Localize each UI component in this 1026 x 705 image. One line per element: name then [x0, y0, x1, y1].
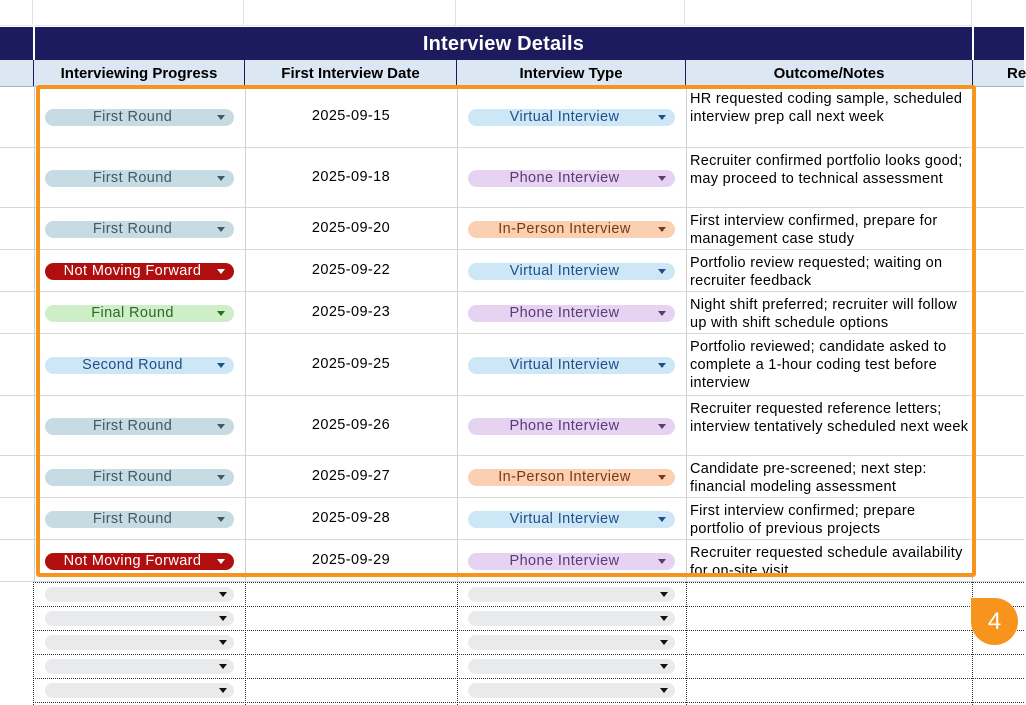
cell-divider — [686, 86, 687, 148]
cell-divider — [972, 208, 973, 250]
grid-line — [33, 606, 1024, 607]
progress-dropdown[interactable] — [45, 418, 234, 435]
progress-dropdown[interactable] — [45, 305, 234, 322]
empty-interview-type-dropdown[interactable] — [468, 635, 675, 650]
interview-type-value: In-Person Interview — [498, 221, 631, 237]
interview-type-dropdown[interactable] — [468, 263, 675, 280]
dropdown-arrow-icon[interactable] — [660, 592, 668, 597]
grid-line — [33, 678, 1024, 679]
dropdown-arrow-icon[interactable] — [219, 592, 227, 597]
dropdown-arrow-icon[interactable] — [658, 517, 666, 522]
cell-divider — [34, 292, 35, 334]
dropdown-arrow-icon[interactable] — [660, 664, 668, 669]
cell-divider — [34, 540, 35, 582]
table-row — [0, 292, 1024, 334]
table-row — [0, 498, 1024, 540]
cell-divider — [34, 86, 35, 148]
outcome-notes[interactable]: Recruiter confirmed portfolio looks good; may proceed to technical assessment — [690, 153, 963, 187]
empty-interview-type-dropdown[interactable] — [468, 587, 675, 602]
title-right-cell — [972, 27, 1026, 60]
outcome-notes[interactable]: Portfolio reviewed; candidate asked to complete a 1-hour coding test before interview — [690, 339, 947, 391]
outcome-notes[interactable]: Recruiter requested reference letters; interview tentatively scheduled next week — [690, 401, 969, 435]
empty-progress-dropdown[interactable] — [45, 659, 234, 674]
header-interview-type[interactable]: Interview Type — [457, 60, 686, 86]
cell-divider — [686, 540, 687, 582]
empty-interview-type-dropdown[interactable] — [468, 683, 675, 698]
dropdown-arrow-icon[interactable] — [219, 616, 227, 621]
interview-type-value: Virtual Interview — [509, 511, 620, 527]
table-row — [0, 148, 1024, 208]
grid-line — [457, 582, 458, 705]
first-interview-date[interactable]: 2025-09-20 — [311, 220, 391, 236]
progress-dropdown[interactable] — [45, 469, 234, 486]
cell-divider — [34, 498, 35, 540]
dropdown-arrow-icon[interactable] — [219, 664, 227, 669]
cell-divider — [686, 292, 687, 334]
outcome-notes[interactable]: Night shift preferred; recruiter will follow up with shift schedule options — [690, 297, 958, 331]
table-row — [0, 86, 1024, 148]
cell-divider — [686, 456, 687, 498]
cell-divider — [972, 250, 973, 292]
first-interview-date[interactable]: 2025-09-25 — [311, 356, 391, 372]
dropdown-arrow-icon[interactable] — [217, 311, 225, 316]
progress-value: First Round — [92, 221, 173, 237]
interview-type-value: Virtual Interview — [509, 263, 620, 279]
interview-type-dropdown[interactable] — [468, 469, 675, 486]
callout-badge: 4 — [971, 598, 1018, 645]
first-interview-date[interactable]: 2025-09-18 — [311, 169, 391, 185]
cell-divider — [972, 498, 973, 540]
dropdown-arrow-icon[interactable] — [217, 559, 225, 564]
section-title: Interview Details — [422, 33, 585, 55]
cell-divider — [457, 86, 458, 148]
progress-dropdown[interactable] — [45, 109, 234, 126]
progress-value: First Round — [92, 418, 173, 434]
cell-divider — [457, 396, 458, 456]
header-interviewing-progress[interactable]: Interviewing Progress — [34, 60, 245, 86]
cell-divider — [34, 396, 35, 456]
progress-value: First Round — [92, 511, 173, 527]
dropdown-arrow-icon[interactable] — [217, 475, 225, 480]
table-row — [0, 540, 1024, 582]
interview-type-dropdown[interactable] — [468, 418, 675, 435]
interview-type-dropdown[interactable] — [468, 305, 675, 322]
header-left-blank — [0, 60, 34, 86]
interview-type-dropdown[interactable] — [468, 221, 675, 238]
progress-value: First Round — [92, 170, 173, 186]
section-title-bar — [0, 27, 1024, 60]
cell-divider — [686, 334, 687, 396]
cell-divider — [34, 334, 35, 396]
progress-dropdown[interactable] — [45, 553, 234, 570]
interview-type-value: Virtual Interview — [509, 109, 620, 125]
progress-value: First Round — [92, 469, 173, 485]
grid-line — [33, 582, 34, 705]
cell-divider — [972, 334, 973, 396]
first-interview-date[interactable]: 2025-09-28 — [311, 510, 391, 526]
cell-divider — [457, 334, 458, 396]
cell-divider — [686, 498, 687, 540]
outcome-notes[interactable]: Recruiter requested schedule availability for on-site visit — [690, 545, 963, 579]
grid-line — [686, 582, 687, 705]
table-row — [0, 456, 1024, 498]
interview-type-value: Virtual Interview — [509, 357, 620, 373]
title-left-cell — [0, 27, 35, 60]
cell-divider — [457, 250, 458, 292]
cell-divider — [686, 148, 687, 208]
header-outcome-notes[interactable]: Outcome/Notes — [686, 60, 973, 86]
empty-progress-dropdown[interactable] — [45, 587, 234, 602]
interview-type-value: Phone Interview — [509, 170, 620, 186]
grid-line — [33, 702, 1024, 703]
cell-divider — [457, 540, 458, 582]
dropdown-arrow-icon[interactable] — [658, 269, 666, 274]
progress-value: Not Moving Forward — [63, 553, 202, 569]
cell-divider — [457, 498, 458, 540]
dropdown-arrow-icon[interactable] — [217, 115, 225, 120]
cell-divider — [34, 250, 35, 292]
cell-divider — [457, 148, 458, 208]
grid-line — [33, 630, 1024, 631]
progress-dropdown[interactable] — [45, 221, 234, 238]
dropdown-arrow-icon[interactable] — [217, 424, 225, 429]
cell-divider — [972, 540, 973, 582]
empty-interview-type-dropdown[interactable] — [468, 611, 675, 626]
dropdown-arrow-icon[interactable] — [658, 227, 666, 232]
empty-interview-type-dropdown[interactable] — [468, 659, 675, 674]
cell-divider — [457, 292, 458, 334]
progress-value: Second Round — [82, 357, 183, 373]
cell-divider — [457, 208, 458, 250]
interview-type-dropdown[interactable] — [468, 170, 675, 187]
dropdown-arrow-icon[interactable] — [660, 640, 668, 645]
table-row — [0, 208, 1024, 250]
dropdown-arrow-icon[interactable] — [217, 269, 225, 274]
dropdown-arrow-icon[interactable] — [660, 616, 668, 621]
table-row — [0, 334, 1024, 396]
dropdown-arrow-icon[interactable] — [658, 115, 666, 120]
cell-divider — [686, 250, 687, 292]
progress-dropdown[interactable] — [45, 357, 234, 374]
dropdown-arrow-icon[interactable] — [658, 424, 666, 429]
dropdown-arrow-icon[interactable] — [660, 688, 668, 693]
progress-dropdown[interactable] — [45, 170, 234, 187]
cell-divider — [34, 456, 35, 498]
dropdown-arrow-icon[interactable] — [658, 559, 666, 564]
progress-dropdown[interactable] — [45, 263, 234, 280]
first-interview-date[interactable]: 2025-09-29 — [311, 552, 391, 568]
outcome-notes[interactable]: HR requested coding sample, scheduled interview prep call next week — [690, 91, 963, 125]
empty-progress-dropdown[interactable] — [45, 683, 234, 698]
cell-divider — [457, 456, 458, 498]
dropdown-arrow-icon[interactable] — [658, 176, 666, 181]
outcome-notes[interactable]: First interview confirmed; prepare portfolio of previous projects — [690, 503, 916, 537]
cell-divider — [686, 208, 687, 250]
header-first-interview-date[interactable]: First Interview Date — [245, 60, 457, 86]
dropdown-arrow-icon[interactable] — [217, 227, 225, 232]
progress-value: Final Round — [91, 305, 174, 321]
grid-line — [33, 654, 1024, 655]
dropdown-arrow-icon[interactable] — [658, 475, 666, 480]
interview-type-dropdown[interactable] — [468, 109, 675, 126]
cell-divider — [972, 86, 973, 148]
dropdown-arrow-icon[interactable] — [217, 517, 225, 522]
interview-type-value: In-Person Interview — [498, 469, 631, 485]
first-interview-date[interactable]: 2025-09-22 — [311, 262, 391, 278]
dropdown-arrow-icon[interactable] — [658, 311, 666, 316]
progress-dropdown[interactable] — [45, 511, 234, 528]
dropdown-arrow-icon[interactable] — [219, 688, 227, 693]
interview-type-dropdown[interactable] — [468, 553, 675, 570]
interview-type-dropdown[interactable] — [468, 511, 675, 528]
first-interview-date[interactable]: 2025-09-27 — [311, 468, 391, 484]
interview-type-value: Phone Interview — [509, 418, 620, 434]
grid-line — [245, 582, 246, 705]
outcome-notes[interactable]: Candidate pre-screened; next step: financial modeling assessment — [690, 461, 927, 495]
progress-value: First Round — [92, 109, 173, 125]
outcome-notes[interactable]: First interview confirmed, prepare for management case study — [690, 213, 938, 247]
empty-progress-dropdown[interactable] — [45, 635, 234, 650]
dropdown-arrow-icon[interactable] — [217, 363, 225, 368]
dropdown-arrow-icon[interactable] — [217, 176, 225, 181]
grid-line — [33, 582, 1024, 583]
cell-divider — [34, 148, 35, 208]
first-interview-date[interactable]: 2025-09-23 — [311, 304, 391, 320]
progress-value: Not Moving Forward — [63, 263, 202, 279]
dropdown-arrow-icon[interactable] — [658, 363, 666, 368]
cell-divider — [972, 292, 973, 334]
cell-divider — [34, 208, 35, 250]
interview-type-value: Phone Interview — [509, 305, 620, 321]
cell-divider — [686, 396, 687, 456]
top-empty-row — [0, 0, 1024, 27]
empty-progress-dropdown[interactable] — [45, 611, 234, 626]
first-interview-date[interactable]: 2025-09-15 — [311, 108, 391, 124]
outcome-notes[interactable]: Portfolio review requested; waiting on recruiter feedback — [690, 255, 943, 289]
header-next-column-cut[interactable]: Re — [1007, 65, 1026, 82]
cell-divider — [972, 396, 973, 456]
first-interview-date[interactable]: 2025-09-26 — [311, 417, 391, 433]
cell-divider — [972, 456, 973, 498]
table-row — [0, 250, 1024, 292]
table-row — [0, 396, 1024, 456]
dropdown-arrow-icon[interactable] — [219, 640, 227, 645]
interview-type-value: Phone Interview — [509, 553, 620, 569]
interview-type-dropdown[interactable] — [468, 357, 675, 374]
cell-divider — [972, 148, 973, 208]
